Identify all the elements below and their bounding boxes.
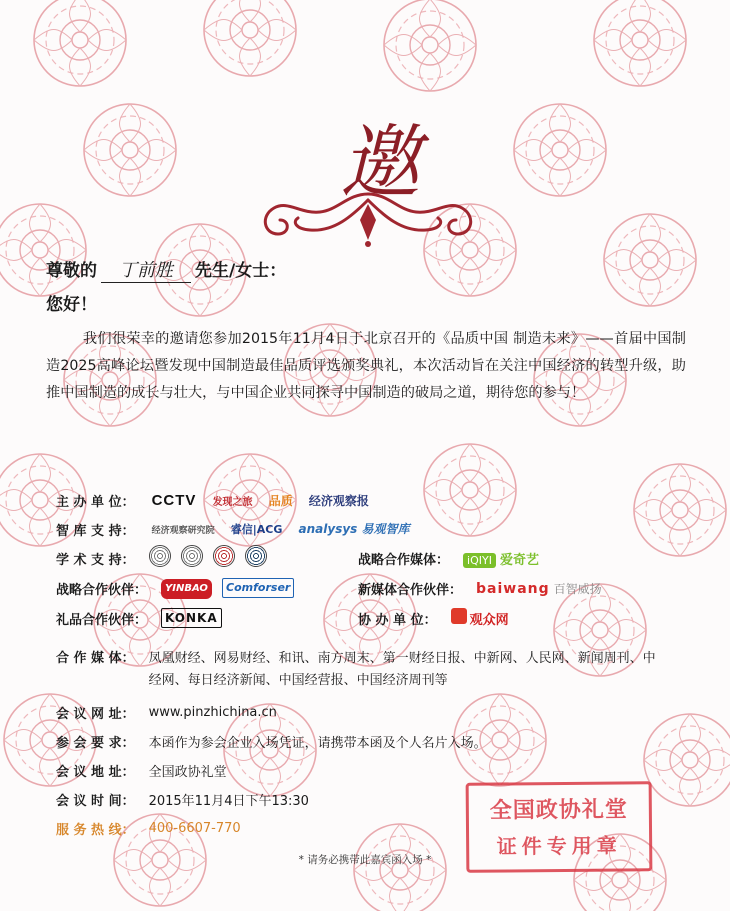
host-logos	[149, 491, 378, 509]
university-seal-icon	[181, 545, 203, 567]
ruixin-acg-logo: 睿信|ACG	[230, 523, 283, 536]
time-value: 2015年11月4日下午13:30	[148, 793, 309, 809]
strategic-media-label: 战略合作媒体：	[358, 552, 450, 568]
stamp-line-2: 证件专用章	[496, 833, 622, 859]
greeting: 您好！	[46, 295, 97, 315]
recipient-name: 丁前胜	[101, 256, 191, 283]
letter-body: 我们很荣幸的邀请您参加2015年11月4日于北京召开的《品质中国 制造未来》——首届中国制造2025高峰论坛暨发现中国制造最佳品质评选颁奖典礼，本次活动旨在关注中国经济的转型升级，助推中国制造的成长与壮大，与中国企业共同探寻中国制造的破局之道，期待您的参与！	[46, 331, 686, 401]
hotline-row	[56, 816, 241, 840]
time-label: 会 议 时 间：	[56, 793, 135, 809]
address-label: 会 议 地 址：	[56, 764, 135, 780]
konka-logo: KONKA	[161, 608, 222, 628]
strategic-partner-row	[56, 576, 300, 600]
think-tank-row	[56, 517, 418, 541]
iqiyi-logo	[463, 549, 539, 568]
salutation-prefix: 尊敬的	[46, 261, 97, 281]
newmedia-label: 新媒体合作伙伴：	[358, 582, 463, 598]
gift-partner-row	[56, 606, 228, 630]
salutation-suffix: 先生/女士：	[195, 261, 287, 281]
website-row	[56, 700, 277, 724]
footnote: * 请务必携带此嘉宾函入场 *	[298, 854, 432, 866]
university-seal-icon	[149, 545, 171, 567]
website-label: 会 议 网 址：	[56, 706, 135, 722]
media-row	[56, 648, 676, 696]
yinbao-logo: YINBAO	[161, 579, 212, 599]
discovery-logo: 发现之旅	[212, 496, 253, 508]
requirement-label: 参 会 要 求：	[56, 735, 135, 751]
eeo-logo: 经济观察报	[308, 493, 369, 508]
gift-partner-label: 礼品合作伙伴：	[56, 612, 148, 628]
stamp-line-1: 全国政协礼堂	[489, 796, 628, 824]
hotline-value[interactable]: 400-6607-770	[148, 820, 241, 836]
baiwang-logo	[476, 580, 602, 597]
requirement-row	[56, 729, 487, 753]
media-label: 合 作 媒 体：	[56, 651, 135, 666]
newmedia-row	[358, 576, 602, 600]
iqiyi-mark: iQIYI	[463, 553, 496, 568]
pinzhi-logo: 品质	[268, 493, 293, 508]
baiwang-name: 百智威扬	[553, 581, 602, 596]
hotline-label: 服 务 热 线：	[56, 822, 135, 838]
strategic-partner-logos	[161, 578, 300, 599]
salutation	[46, 256, 286, 283]
cctv-logo: CCTV	[151, 491, 197, 509]
eeo-institute-logo: 经济观察研究院	[151, 526, 215, 536]
think-tank-logos	[149, 520, 419, 539]
invitation-title-char: 邀	[340, 116, 420, 202]
address-value: 全国政协礼堂	[148, 764, 227, 780]
co-organizer-label: 协 办 单 位：	[358, 612, 437, 628]
academic-label: 学 术 支 持：	[56, 552, 135, 568]
requirement-value: 本函作为参会企业入场凭证，请携带本函及个人名片入场。	[148, 735, 487, 751]
scroll-ornament-icon	[248, 182, 488, 248]
university-seal-icon	[213, 545, 235, 567]
time-row	[56, 787, 309, 811]
guanzhong-logo	[451, 608, 509, 628]
website-link[interactable]: www.pinzhichina.cn	[148, 704, 277, 720]
strategic-media-row	[358, 546, 539, 570]
host-row	[56, 488, 378, 512]
think-tank-label: 智 库 支 持：	[56, 523, 135, 539]
analysys-logo: analysys 易观智库	[298, 522, 410, 536]
comforser-logo: Comforser	[222, 578, 294, 598]
academic-row	[56, 546, 273, 570]
strategic-partner-label: 战略合作伙伴：	[56, 582, 148, 598]
gift-partner-logos	[161, 608, 228, 628]
iqiyi-name: 爱奇艺	[499, 552, 539, 568]
media-value: 凤凰财经、网易财经、和讯、南方周末、第一财经日报、中新网、人民网、新闻周刊、中经网、每日经济新闻、中国经营报、中国经济周刊等	[148, 651, 656, 688]
baiwang-mark: baiwang	[476, 580, 550, 597]
university-seals	[149, 545, 273, 571]
university-seal-icon	[245, 545, 267, 567]
host-label: 主 办 单 位：	[56, 494, 135, 510]
guanzhong-name: 观众网	[469, 613, 509, 628]
co-organizer-row	[358, 606, 509, 630]
address-row	[56, 758, 227, 782]
guanzhong-icon	[451, 608, 467, 624]
